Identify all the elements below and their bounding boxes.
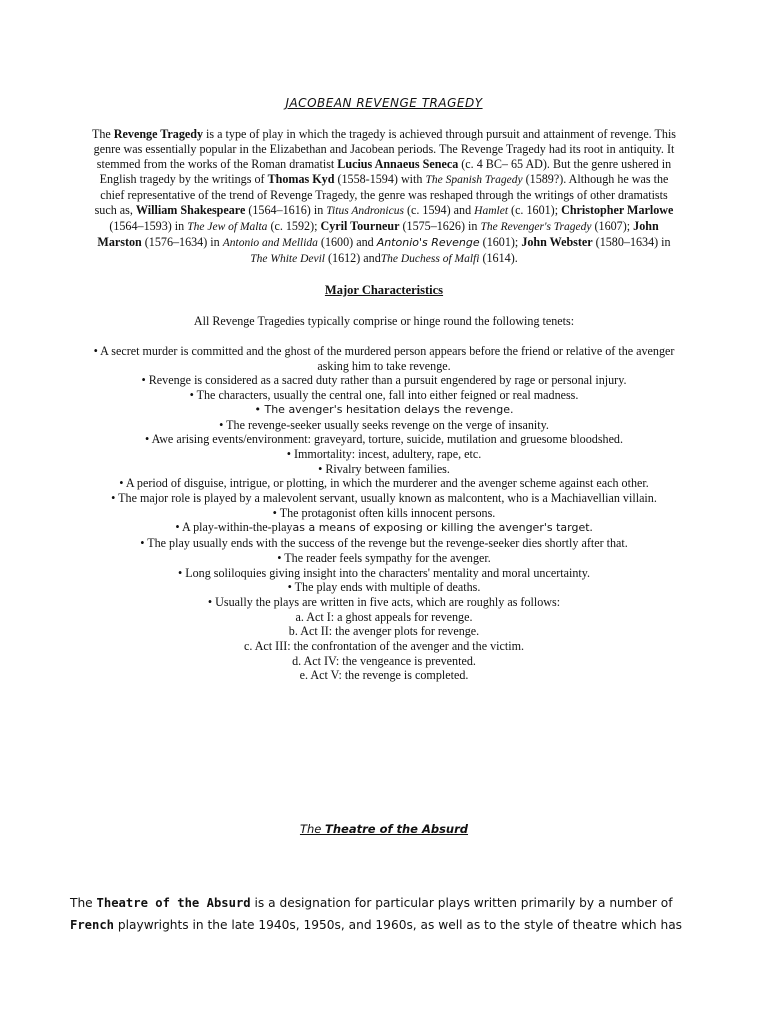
list-item: c. Act III: the confrontation of the avenger and the victim. — [243, 639, 525, 654]
term-revenge-tragedy: Revenge Tragedy — [113, 127, 204, 141]
name-kyd: Thomas Kyd — [267, 172, 335, 186]
intro-text: (c. 1592); — [267, 219, 321, 233]
intro-text: (1575–1626) in — [399, 219, 481, 233]
list-item-text: • A play-within-the-play — [175, 520, 293, 535]
name-marston: John Marston — [97, 219, 659, 249]
name-tourneur: Cyril Tourneur — [320, 219, 400, 233]
work-jew-of-malta: The Jew of Malta — [187, 221, 268, 233]
list-item: • The major role is played by a malevolent servant, usually known as malcontent, who is a Machiavellian villain. — [111, 491, 657, 506]
list-item-text: . — [589, 520, 593, 535]
list-item: e. Act V: the revenge is completed. — [299, 668, 469, 683]
intro-text: (1564–1616) in — [245, 203, 327, 217]
work-spanish-tragedy: The Spanish Tragedy — [425, 174, 523, 186]
section-title-jacobean: JACOBEAN REVENGE TRAGEDY — [285, 96, 483, 110]
section-title-absurd — [0, 822, 768, 836]
list-item: • The characters, usually the central one, fall into either feigned or real madness. — [189, 388, 579, 403]
title-prefix: The — [299, 822, 325, 836]
list-item-text-alt: as a means of exposing or killing the avenger's target — [292, 521, 590, 535]
name-marlowe: Christopher Marlowe — [561, 203, 674, 217]
list-item: • The reader feels sympathy for the avenger. — [277, 550, 491, 565]
list-item: • Revenge is considered as a sacred duty rather than a pursuit engendered by rage or personal injury. — [141, 373, 627, 388]
list-item — [90, 520, 678, 536]
list-item: • Long soliloquies giving insight into the characters' mentality and moral uncertainty. — [177, 565, 591, 580]
intro-text: (c. 4 BC– 65 AD). But the genre ushered in English tragedy by the writings of — [99, 157, 672, 186]
intro-text: (1580–1634) in — [592, 235, 671, 249]
intro-text: (c. 1594) and — [403, 203, 475, 217]
term-french: French — [70, 918, 115, 932]
work-titus: Titus Andronicus — [326, 205, 404, 217]
work-white-devil: The White Devil — [250, 253, 325, 265]
work-duchess-malfi: The Duchess of Malfi — [380, 253, 480, 265]
list-item: • The play ends with multiple of deaths. — [287, 580, 481, 595]
list-item: • Awe arising events/environment: graveyard, torture, suicide, mutilation and gruesome bloodshed. — [144, 432, 624, 447]
work-antonio-mellida: Antonio and Mellida — [222, 237, 318, 249]
term-theatre-absurd: Theatre of the Absurd — [96, 896, 251, 910]
list-item: d. Act IV: the vengeance is prevented. — [292, 653, 476, 668]
list-item: • The revenge-seeker usually seeks revenge on the verge of insanity. — [219, 417, 549, 432]
work-hamlet: Hamlet — [474, 205, 509, 217]
intro-text: is a type of play in which the tragedy is achieved through pursuit and attainment of revenge. This genre was essentially popular in the Elizabethan and Jacobean periods. The Revenge Tragedy had its root in antiquity. It stemmed from the works of the Roman dramatist — [93, 127, 677, 171]
list-item: • The avenger's hesitation delays the revenge. — [254, 402, 514, 416]
list-item: • A period of disguise, intrigue, or plotting, in which the murderer and the avenger scheme against each other. — [119, 476, 649, 491]
intro-text: The — [91, 127, 114, 141]
list-item: • Usually the plays are written in five acts, which are roughly as follows: — [207, 594, 561, 609]
intro-text: (1576–1634) in — [141, 235, 223, 249]
name-webster: John Webster — [521, 235, 593, 249]
intro-text: (c. 1601); — [508, 203, 562, 217]
heading-major-characteristics: Major Characteristics — [324, 283, 444, 297]
intro-text: (1614). — [479, 251, 518, 265]
list-item: • Rivalry between families. — [318, 461, 450, 476]
absurd-text: playwrights in the late 1940s, 1950s, and 1960s, as well as to the style of theatre which has — [114, 918, 683, 932]
absurd-paragraph — [70, 892, 698, 936]
intro-text: (1564–1593) in — [109, 219, 188, 233]
intro-text: (1589?). Although he was the chief representative of the trend of Revenge Tragedy, the genre was reshaped through the writings of other dramatists such as, — [94, 172, 669, 217]
list-item: • Immortality: incest, adultery, rape, etc. — [286, 446, 482, 461]
absurd-text: The — [70, 896, 97, 910]
list-item: a. Act I: a ghost appeals for revenge. — [295, 609, 473, 624]
title-bold: Theatre of the Absurd — [325, 822, 469, 836]
list-item: • The play usually ends with the success of the revenge but the revenge-seeker dies shortly after that. — [140, 536, 628, 551]
list-item: • The protagonist often kills innocent persons. — [272, 505, 496, 520]
lead-sentence: All Revenge Tragedies typically comprise or hinge round the following tenets: — [193, 314, 575, 328]
list-item: • A secret murder is committed and the ghost of the murdered person appears before the friend or relative of the avenger asking him to take revenge. — [93, 344, 675, 373]
intro-text: (1601); — [479, 235, 522, 249]
name-shakespeare: William Shakespeare — [135, 203, 246, 217]
work-antonios-revenge: Antonio's Revenge — [376, 236, 480, 249]
intro-text: (1600) and — [317, 235, 377, 249]
name-seneca: Lucius Annaeus Seneca — [337, 157, 459, 171]
intro-paragraph — [90, 127, 678, 267]
work-revengers-tragedy: The Revenger's Tragedy — [480, 221, 592, 233]
intro-text: (1612) and — [324, 251, 381, 265]
absurd-text: is a designation for particular plays written primarily by a number of — [250, 896, 673, 910]
intro-text: (1558-1594) with — [334, 172, 426, 186]
characteristics-list — [90, 344, 678, 683]
intro-text: (1607); — [591, 219, 634, 233]
list-item: b. Act II: the avenger plots for revenge. — [288, 624, 480, 639]
